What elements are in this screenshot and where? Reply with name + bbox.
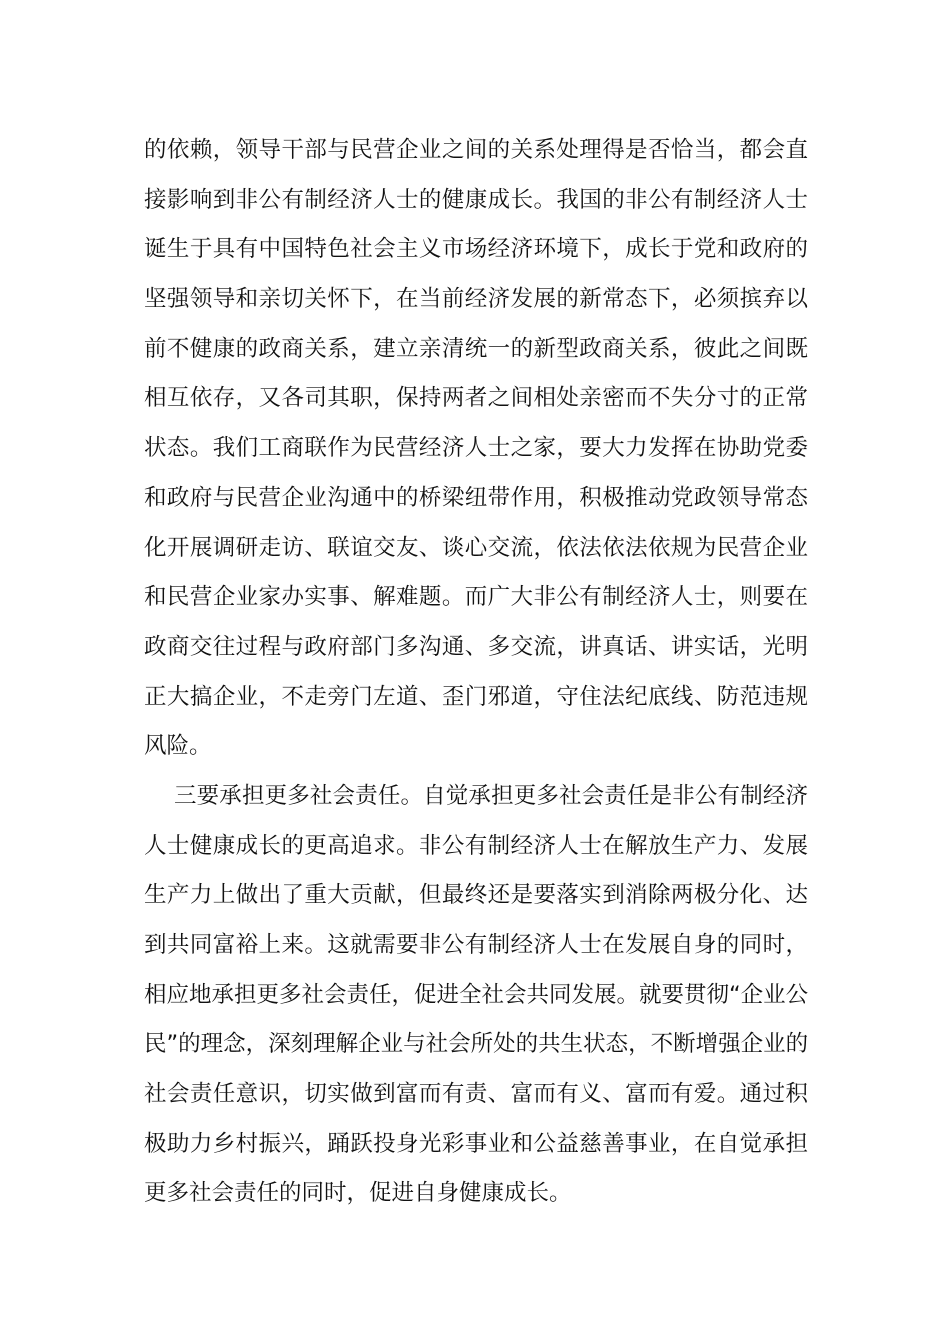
paragraph-line: 社会责任意识，切实做到富而有责、富而有义、富而有爱。通过积 [144,1081,808,1108]
paragraph-line: 相应地承担更多社会责任，促进全社会共同发展。就要贯彻“企业公 [144,981,809,1008]
paragraph-line: 和政府与民营企业沟通中的桥梁纽带作用，积极推动党政领导常态 [144,484,808,511]
paragraph-line: 化开展调研走访、联谊交友、谈心交流，依法依法依规为民营企业 [144,534,808,561]
paragraph-line: 生产力上做出了重大贡献，但最终还是要落实到消除两极分化、达 [144,882,808,909]
paragraph-line: 坚强领导和亲切关怀下，在当前经济发展的新常态下，必须摈弃以 [144,286,808,313]
paragraph-line: 前不健康的政商关系，建立亲清统一的新型政商关系，彼此之间既 [144,335,808,362]
paragraph-line: 和民营企业家办实事、解难题。而广大非公有制经济人士，则要在 [144,584,808,611]
paragraph-line: 政商交往过程与政府部门多沟通、多交流，讲真话、讲实话，光明 [144,633,808,660]
paragraph-line: 三要承担更多社会责任。自觉承担更多社会责任是非公有制经济 [174,782,808,809]
paragraph-line: 正大搞企业，不走旁门左道、歪门邪道，守住法纪底线、防范违规 [144,683,808,710]
paragraph-line: 相互依存，又各司其职，保持两者之间相处亲密而不失分寸的正常 [144,385,808,412]
paragraph-line: 的依赖，领导干部与民营企业之间的关系处理得是否恰当，都会直 [144,137,808,163]
paragraph-1 [144,126,808,772]
paragraph-line: 极助力乡村振兴，踊跃投身光彩事业和公益慈善事业，在自觉承担 [144,1130,808,1157]
paragraph-line: 人士健康成长的更高追求。非公有制经济人士在解放生产力、发展 [144,832,808,859]
document-body [144,126,808,1219]
paragraph-line: 更多社会责任的同时，促进自身健康成长。 [144,1180,572,1207]
paragraph-line: 诞生于具有中国特色社会主义市场经济环境下，成长于党和政府的 [144,236,808,263]
paragraph-2 [144,772,808,1219]
paragraph-line: 状态。我们工商联作为民营经济人士之家，要大力发挥在协助党委 [144,435,808,462]
paragraph-line: 接影响到非公有制经济人士的健康成长。我国的非公有制经济人士 [144,186,808,213]
paragraph-line: 民”的理念，深刻理解企业与社会所处的共生状态，不断增强企业的 [144,1031,809,1058]
paragraph-line: 风险。 [144,733,212,760]
paragraph-line: 到共同富裕上来。这就需要非公有制经济人士在发展自身的同时， [144,932,808,958]
